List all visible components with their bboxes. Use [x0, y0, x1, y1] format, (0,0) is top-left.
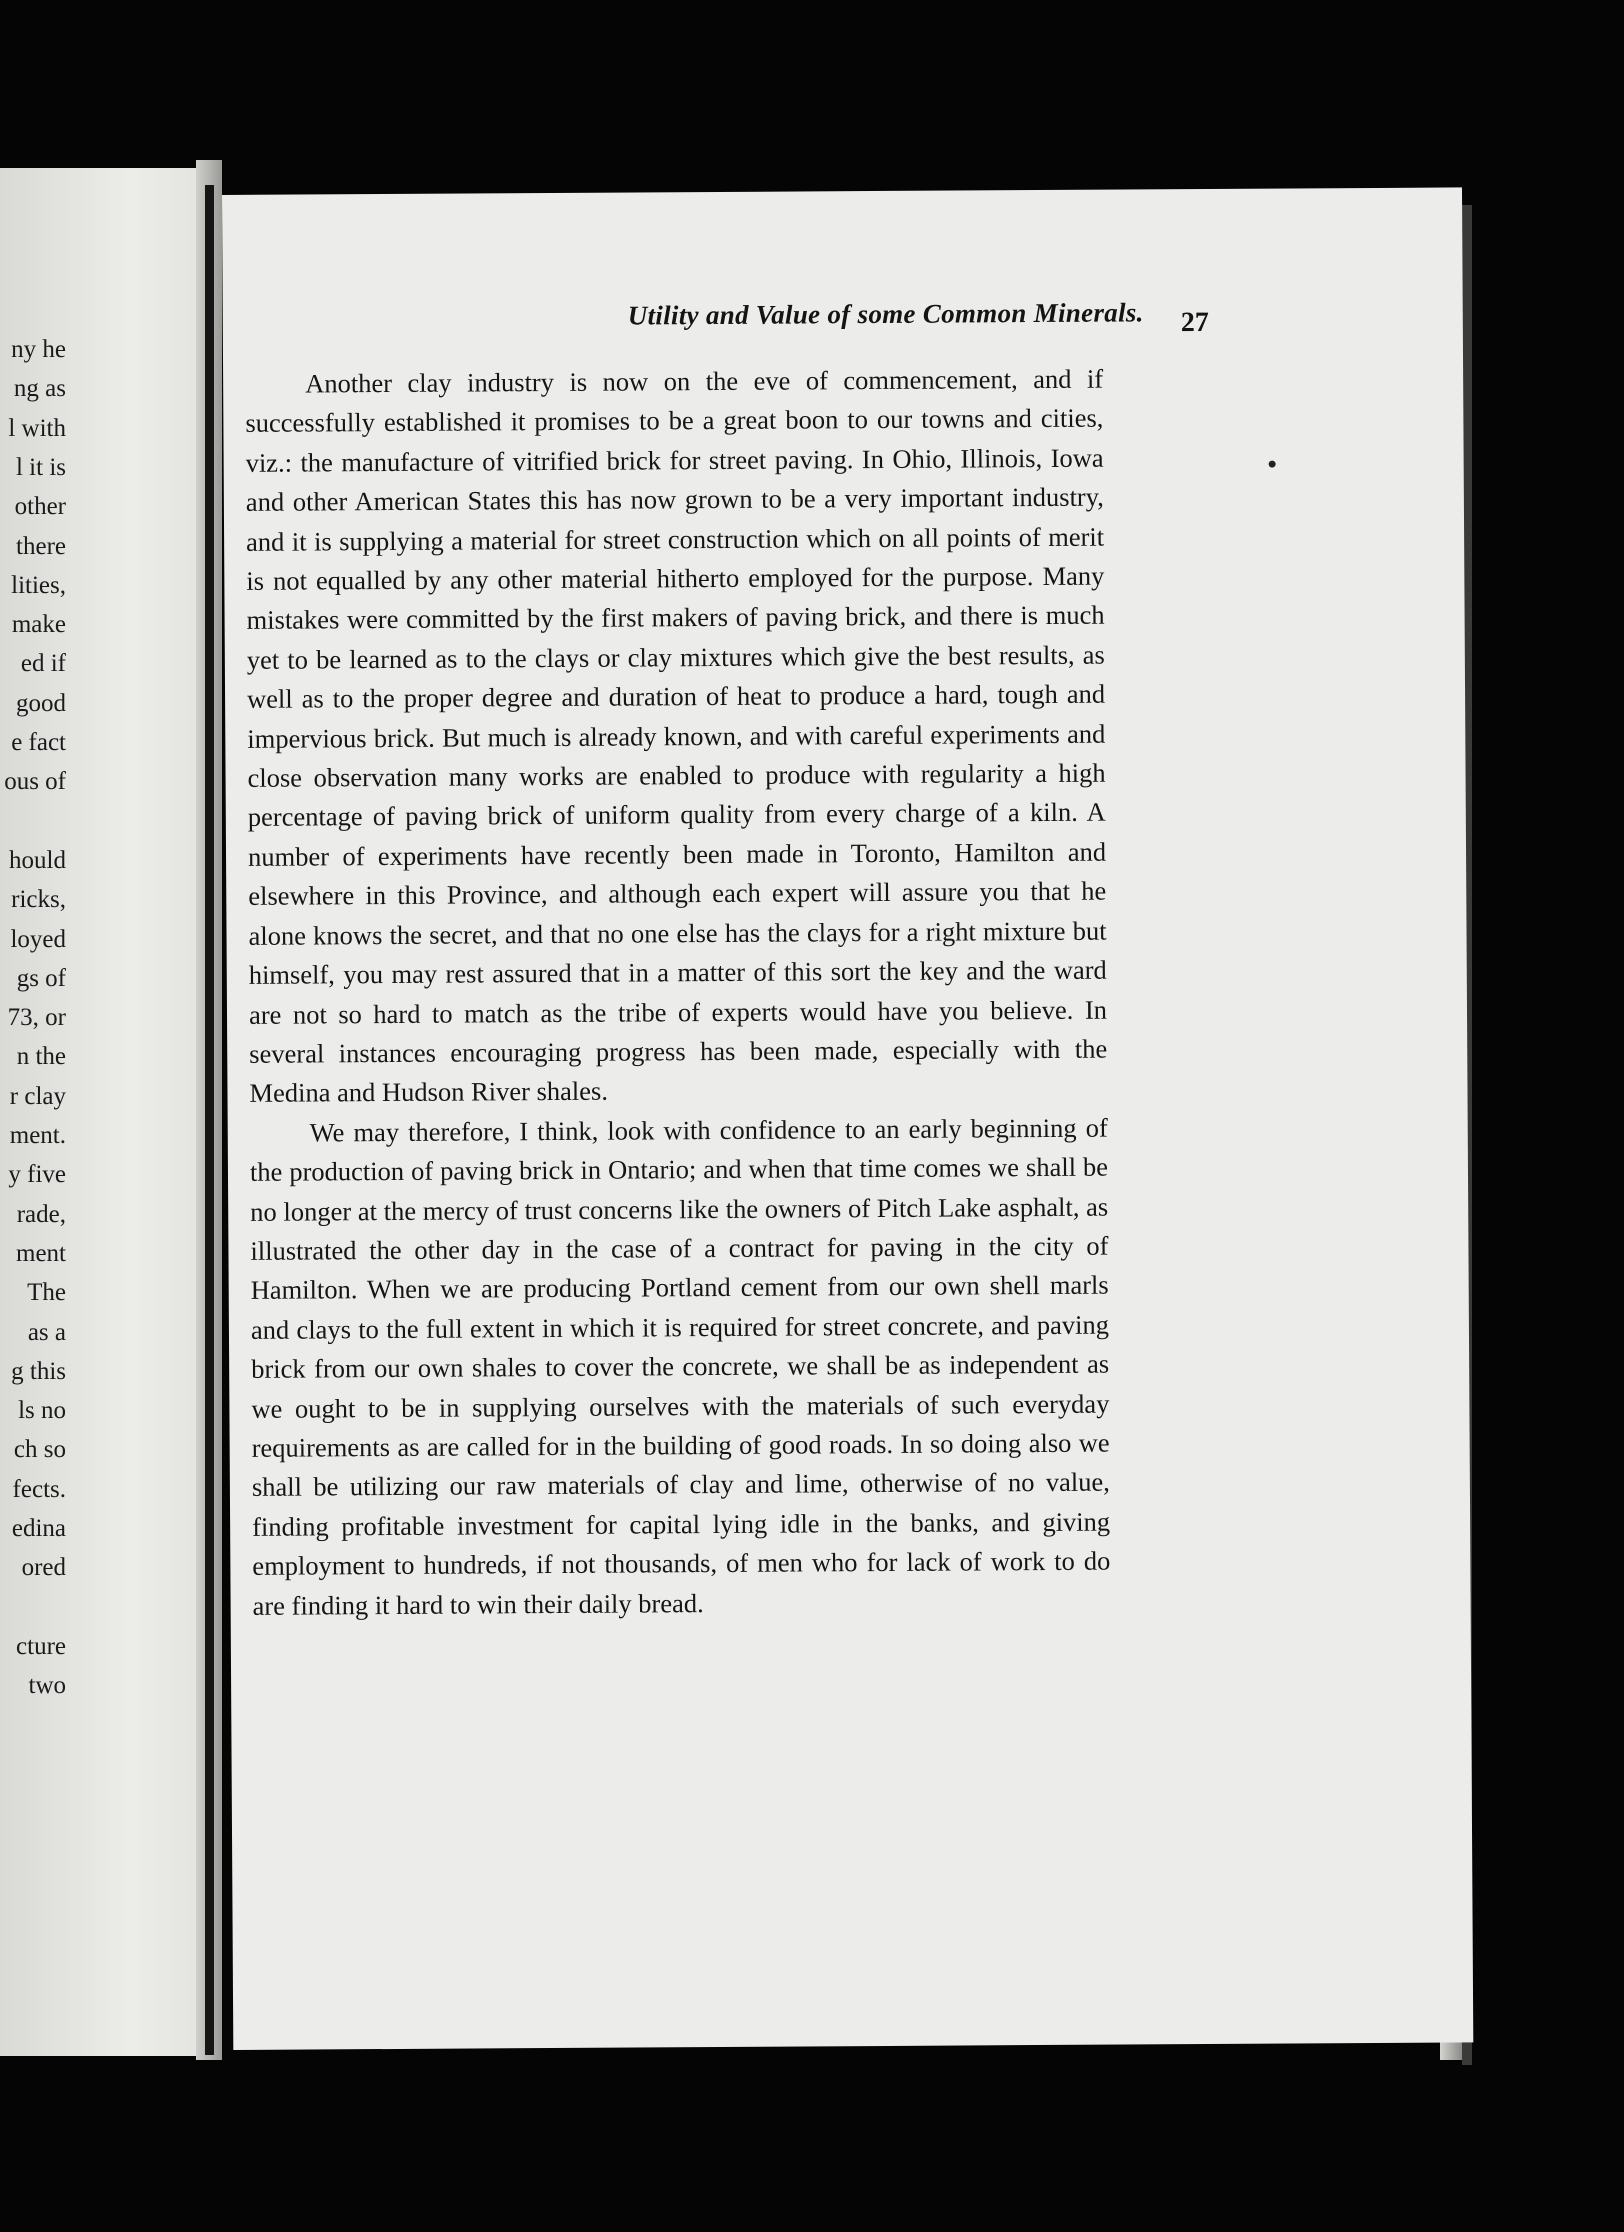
margin-speck	[1269, 461, 1276, 468]
previous-page-line-fragment: make	[11, 611, 66, 639]
paragraph: We may therefore, I think, look with confidence to an early beginning of the production of paving brick in Ontario; and when that time comes we shall be no longer at the mercy of trust concerns like the owners of Pitch Lake asphalt, as illustrated the other day in the case of a contract for paving in the city of Hamilton. When we are producing Portland cement from our own shell marls and clays to the full extent in which it is required for street concrete, and paving brick from our own shales to cover the concrete, we shall be as independent as we ought to be in supplying ourselves with the materials of such everyday requirements as are called for in the building of good roads. In so doing also we shall be utilizing our raw materials of clay and lime, otherwise of no value, finding profitable investment for capital lying idle in the banks, and giving employment to hundreds, if not thousands, of men who for lack of work to do are finding it hard to win their daily bread.	[249, 1112, 1111, 1621]
running-head: Utility and Value of some Common Minerals.	[627, 297, 1144, 331]
binding-gutter	[205, 185, 214, 2055]
previous-page-line-fragment: ment.	[9, 1122, 66, 1149]
previous-page-line-fragment: good	[16, 689, 66, 717]
previous-page-line-fragment: l it is	[15, 453, 66, 481]
previous-page-line-fragment: edina	[11, 1515, 66, 1542]
previous-page-line-fragment: l with	[8, 414, 66, 442]
previous-page-fragment	[0, 168, 215, 2056]
previous-page-line-fragment: gs of	[16, 964, 66, 992]
previous-page-line-fragment: lities,	[11, 571, 66, 599]
previous-page-line-fragment: ch so	[13, 1436, 66, 1464]
previous-page-line-fragment: ed if	[20, 650, 66, 678]
previous-page-line-fragment: as a	[27, 1318, 66, 1346]
previous-page-line-fragment: fects.	[12, 1475, 66, 1503]
previous-page-line-fragment: ment	[16, 1239, 66, 1267]
previous-page-line-fragment: The	[27, 1279, 66, 1307]
previous-page-line-fragment: ls no	[18, 1397, 66, 1425]
previous-page-line-fragment: r clay	[9, 1082, 66, 1110]
previous-page-line-fragment: y five	[8, 1161, 66, 1189]
previous-page-line-fragment: loyed	[10, 925, 66, 953]
previous-page-line-fragment: n the	[16, 1043, 66, 1071]
previous-page-line-fragment: there	[16, 532, 66, 560]
previous-page-line-fragment: cture	[16, 1632, 66, 1660]
previous-page-line-fragment: ng as	[13, 375, 66, 403]
previous-page-line-fragment: ored	[21, 1554, 66, 1582]
previous-page-line-fragment: e fact	[11, 729, 66, 756]
previous-page-line-fragment: ous of	[4, 768, 66, 796]
paragraph: Another clay industry is now on the eve of commencement, and if successfully established it promises to be a great boon to our towns and cities, viz.: the manufacture of vitrified brick for street paving. In Ohio, Illinois, Iowa and other American States this has now grown to be a very important industry, and it is supplying a material for street construction which on all points of merit is not equalled by any other material hitherto employed for the purpose. Many mistakes were committed by the first makers of paving brick, and there is much yet to be learned as to the clays or clay mixtures which give the best results, as well as to the proper degree and duration of heat to produce a hard, tough and impervious brick. But much is already known, and with careful experiments and close observation many works are enabled to produce with regularity a high percentage of paving brick of uniform quality from every charge of a kiln. A number of experiments have recently been made in Toronto, Hamilton and elsewhere in this Province, and although each expert will assure you that he alone knows the secret, and that no one else has the clays for a right mixture but himself, you may rest assured that in a matter of this sort the key and the ward are not so hard to match as the tribe of experts would have you believe. In several instances encouraging progress has been made, especially with the Medina and Hudson River shales.	[245, 363, 1108, 1109]
previous-page-line-fragment: ny he	[11, 336, 66, 363]
previous-page-line-fragment: ricks,	[11, 886, 66, 914]
page-body	[245, 360, 1111, 1626]
previous-page-line-fragment: rade,	[16, 1200, 66, 1228]
previous-page-line-fragment: two	[28, 1672, 66, 1700]
previous-page-line-fragment: hould	[9, 846, 66, 874]
previous-page-line-fragment: g this	[11, 1357, 66, 1385]
previous-page-line-fragment: other	[14, 493, 66, 521]
book-page	[222, 187, 1473, 2050]
page-number: 27	[1180, 306, 1209, 339]
previous-page-line-fragment: 73, or	[7, 1004, 66, 1032]
